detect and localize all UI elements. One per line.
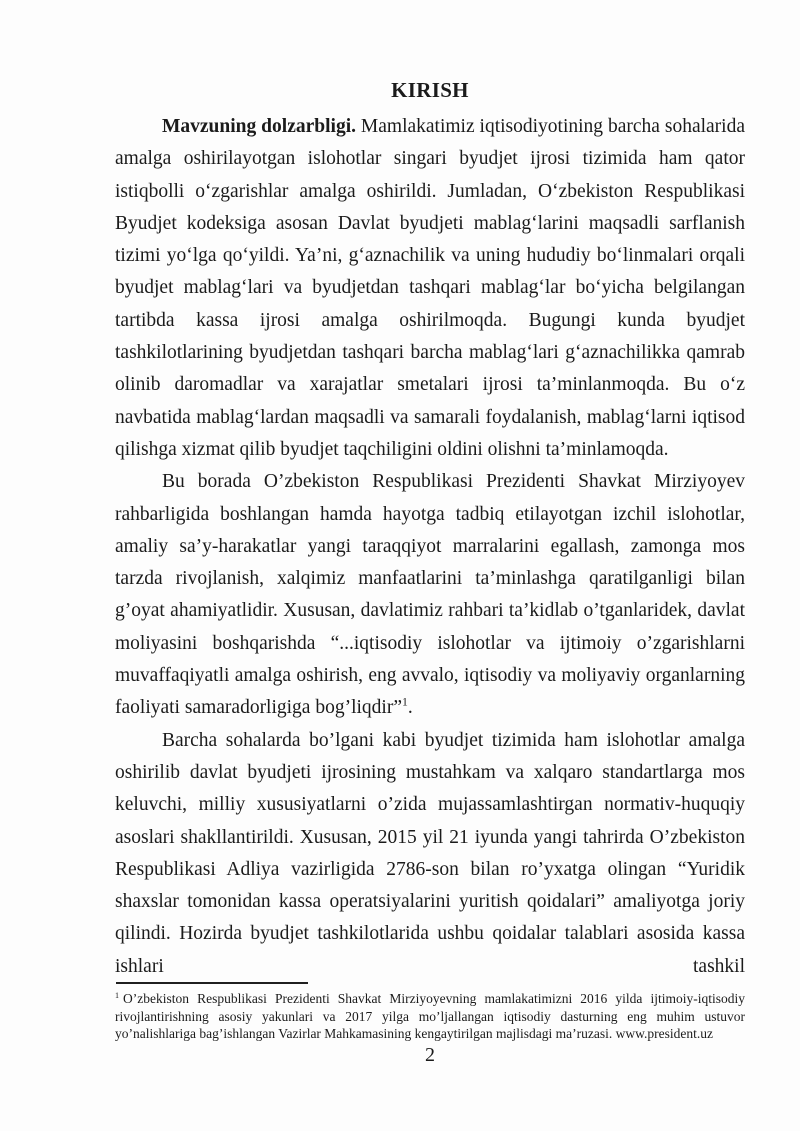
paragraph-2 [115, 466, 745, 724]
footnote [115, 990, 745, 1043]
paragraph-3 [115, 725, 745, 983]
paragraph-2-text: Bu borada O’zbekiston Respublikasi Prezidenti Shavkat Mirziyoyev rahbarligida boshlangan hamda hayotga tadbiq etilayotgan izchil islohotlar, amaliy sa’y-harakatlar yangi taraqqiyot marralarini egallash, zamonga mos tarzda rivojlanish, xalqimiz manfaatlarini ta’minlashga qaratilganligi bilan g’oyat ahamiyatlidir. Xususan, davlatimiz rahbari ta’kidlab o’tganlaridek, davlat moliyasini boshqarishda “...iqtisodiy islohotlar va ijtimoiy o’zgarishlarni muvaffaqiyatli amalga oshirish, eng avvalo, iqtisodiy va moliyaviy organlarning faoliyati samaradorligiga bog’liqdir” [115, 471, 745, 719]
footnote-divider [116, 982, 308, 984]
footnote-marker: 1 [115, 990, 120, 1000]
text-column [115, 0, 745, 983]
paragraph-2-tail: . [407, 697, 413, 719]
page-number: 2 [425, 1044, 435, 1066]
paragraph-3-text: Barcha sohalarda bo’lgani kabi byudjet tizimida ham islohotlar amalga oshirilib davlat byudjeti ijrosining mustahkam va xalqaro standartlarga mos keluvchi, milliy xususiyatlarni o’zida mujassamlashtirgan normativ-huquqiy asoslari shakllantirildi. Xususan, 2015 yil 21 iyunda yangi tahrirda O’zbekiston Respublikasi Adliya vazirligida 2786-son bilan ro’yxatga olingan “Yuridik shaxslar tomonidan kassa operatsiyalarini yuritish qoidalari” amaliyotga joriy qilindi. Hozirda byudjet tashkilotlarida ushbu qoidalar talablari asosida kassa ishlari tashkil [115, 729, 745, 977]
paragraph-1-text: Mamlakatimiz iqtisodiyotining barcha sohalarida amalga oshirilayotgan islohotlar singari byudjet ijrosi tizimida ham qator istiqbolli o‘zgarishlar amalga oshirildi. Jumladan, O‘zbekiston Respublikasi Byudjet kodeksiga asosan Davlat byudjeti mablag‘larini maqsadli sarflanish tizimi yo‘lga qo‘yildi. Ya’ni, g‘aznachilik va uning hududiy bo‘linmalari orqali byudjet mablag‘lari va byudjetdan tashqari mablag‘lar bo‘yicha belgilangan tartibda kassa ijrosi amalga oshirilmoqda. Bugungi kunda byudjet tashkilotlarining byudjetdan tashqari barcha mablag‘lari g‘aznachilikka qamrab olinib daromadlar va xarajatlar smetalari ijrosi ta’minlanmoqda. Bu o‘z navbatida mablag‘lardan maqsadli va samarali foydalanish, mablag‘larni iqtisod qilishga xizmat qilib byudjet taqchiligini oldini olishni ta’minlamoqda. [115, 116, 745, 460]
footnote-text: O’zbekiston Respublikasi Prezidenti Shavkat Mirziyoyevning mamlakatimizni 2016 yilda ijtimoiy-iqtisodiy rivojlantirishning asosiy yakunlari va 2017 yilga mo’ljallangan iqtisodiy dasturning eng muhim ustuvor yo’nalishlariga bag’ishlangan Vazirlar Mahkamasining kengaytirilgan majlisdagi ma’ruzasi. www.president.uz [115, 991, 745, 1042]
page-title: KIRISH [391, 78, 469, 102]
paragraph-1-lead: Mavzuning dolzarbligi. [162, 116, 356, 137]
footnote-section [115, 982, 745, 1043]
paragraph-1 [115, 111, 745, 466]
footnote-reference: 1 [402, 695, 408, 709]
